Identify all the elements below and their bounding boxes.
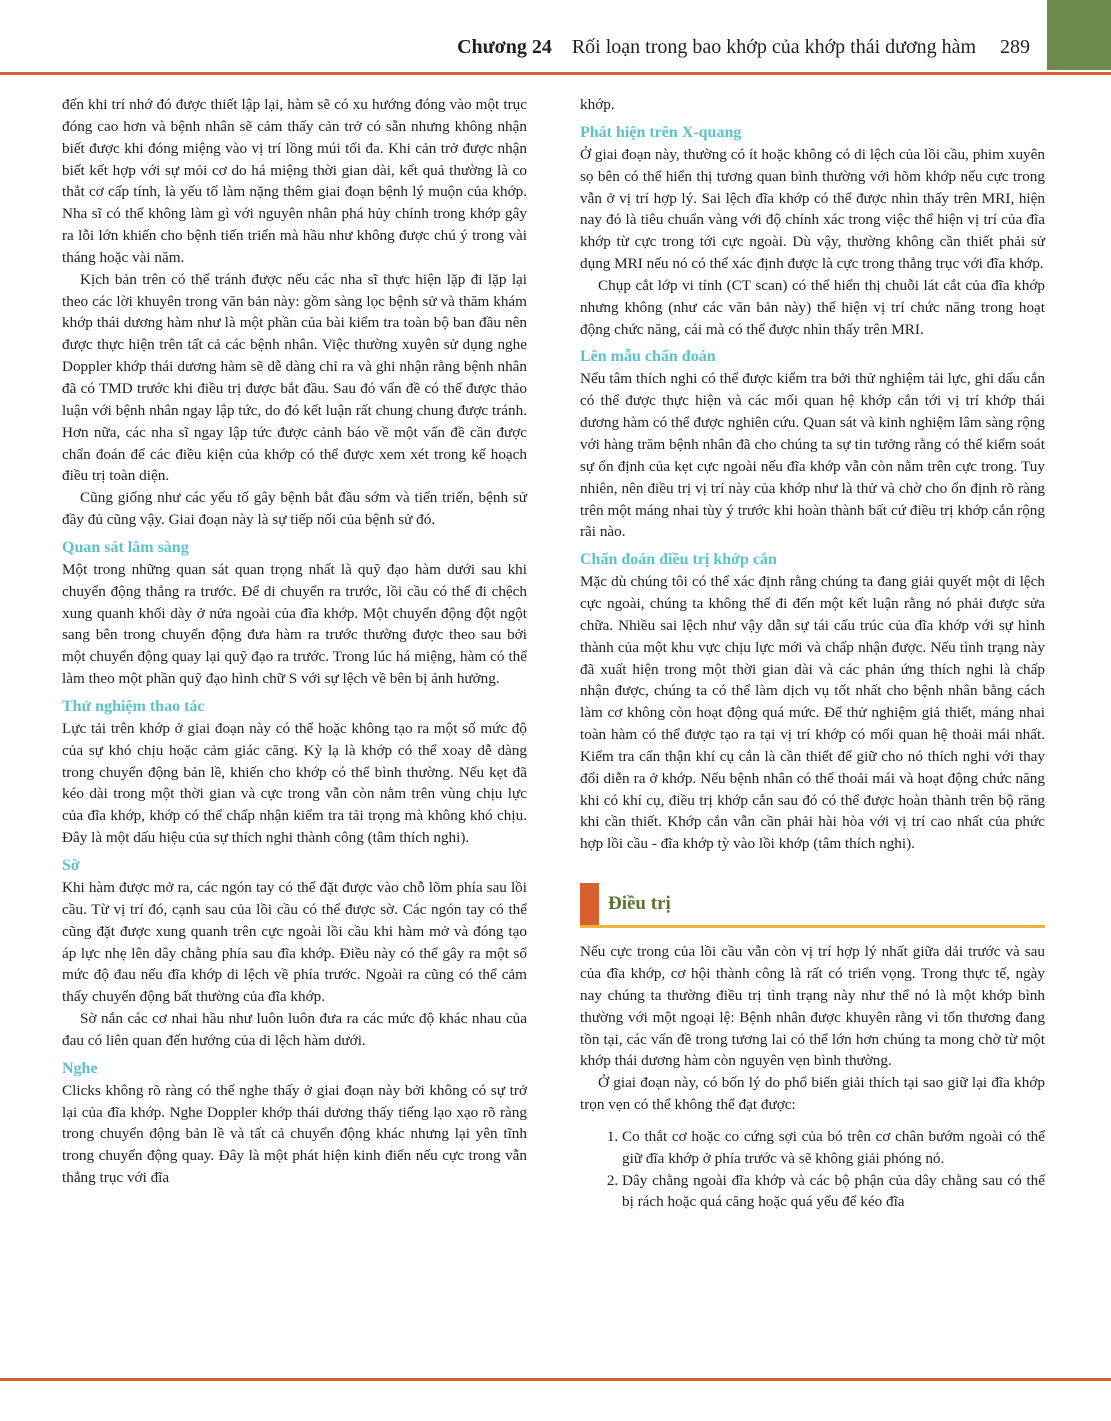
paragraph: Sờ nắn các cơ nhai hầu như luôn luôn đưa ra các mức độ khác nhau của đau có liên quan đến hướng của di lệch hàm dưới. <box>62 1010 527 1049</box>
paragraph: Cũng giống như các yếu tố gây bệnh bắt đầu sớm và tiến triển, bệnh sử đầy đủ cũng vậy. Giai đoạn này là sự tiếp nối của bệnh sử đó. <box>62 489 527 529</box>
paragraph: khớp. <box>580 96 615 113</box>
paragraph: Chụp cắt lớp vi tính (CT scan) có thể hiển thị chuỗi lát cắt của đĩa khớp nhưng không (như các văn bản này) thể hiện vị trí chức năng trong hoạt động chức năng, cái mà có thể được nhìn thấy trên MRI. <box>580 276 1045 338</box>
paragraph: Kịch bản trên có thể tránh được nếu các nha sĩ thực hiện lặp đi lặp lại theo các lời khuyên trong văn bản này: gồm sàng lọc bệnh sử và thăm khám khớp thái dương hàm như là một phần của bài kiểm tra toàn bộ ban đầu nên được thực hiện trên tất cả các bệnh nhân. Việc thường xuyên sử dụng nghe Doppler khớp thái dương hàm sẽ dễ dàng chỉ ra và ghi nhận rằng bệnh nhân đã có TMD trước khi điều trị được bắt đầu. Sau đó vấn đề có thể được thảo luận với bệnh nhân ngay lập tức, do đó kết luận rất chung chung được tránh. Hơn nữa, các nha sĩ ngay lập tức được cảnh báo về một vấn đề cần được chẩn đoán để các điều kiện của khớp có thể được xem xét trong kế hoạch điều trị toàn diện. <box>62 270 527 485</box>
subheading-xray-findings: Phát hiện trên X-quang <box>580 123 742 141</box>
subheading-diagnostic-model: Lên mẫu chẩn đoán <box>580 348 716 366</box>
paragraph: Lực tải trên khớp ở giai đoạn này có thể hoặc không tạo ra một số mức độ của sự khó chịu hoặc cảm giác căng. Kỳ lạ là khớp có thể xoay dễ dàng trong chuyển động bản lề, khiến cho khớp có thể bình thường. Nếu kẹt đã kéo dài trong một thời gian và cực trong vẫn còn nằm trên vùng chịu lực của đĩa khớp, khớp có thể chấp nhận kiểm tra tải trọng mà không khó chịu. Đây là một dấu hiệu của sự thích nghi thành công (tâm thích nghi). <box>62 719 527 847</box>
subheading-auscultation: Nghe <box>62 1059 98 1077</box>
right-column <box>580 94 1045 1213</box>
paragraph: Một trong những quan sát quan trọng nhất là quỹ đạo hàm dưới sau khi chuyển động thẳng ra trước. Để di chuyển ra trước, lồi cầu có thể đi chệch xung quanh khối dày ở nửa ngoài của đĩa khớp. Một chuyển động đột ngột sang bên trong chuyển động đưa hàm ra trước thường được theo sau bởi một chuyển động quay lại quỹ đạo ra trước. Trong lúc há miệng, hàm có thể làm theo một phần quỹ đạo hình chữ S với sự lệch về bên bị ảnh hưởng. <box>62 560 527 688</box>
page-number: 289 <box>1000 36 1030 58</box>
chapter-label: Chương 24 <box>457 36 552 58</box>
paragraph: Ở giai đoạn này, có bốn lý do phổ biến giải thích tại sao giữ lại đĩa khớp trọn vẹn có thể không thể đạt được: <box>580 1074 1045 1114</box>
section-underline <box>580 925 1045 928</box>
reasons-list <box>580 1126 1045 1213</box>
paragraph: Khi hàm được mở ra, các ngón tay có thể đặt được vào chỗ lõm phía sau lồi cầu. Từ vị trí đó, cạnh sau của lồi cầu có thể được sờ. Các ngón tay có thể cũng đặt được xung quanh trên cực ngoài lồi cầu khi hàm mở và đóng tạo áp lực nhẹ lên dây chằng phía sau đĩa khớp. Điều này có thể gây ra một số mức độ đau nếu đĩa khớp di lệch về phía trước. Ngoài ra cũng có thể cảm thấy chuyển động bất thường của đĩa khớp. <box>62 879 527 1006</box>
paragraph: đến khi trí nhớ đó được thiết lập lại, hàm sẽ có xu hướng đóng vào một trục đóng cao hơn và bệnh nhân sẽ cảm thấy cản trở có sẵn nhưng không nhận biết được khi đóng miệng vào vị trí lồng múi tối đa. Khi cản trở được nhận biết kết hợp với sự mỏi cơ do há miệng thời gian dài, kết quả thường là co thắt cơ cấp tính, là yếu tố làm nặng thêm giai đoạn bệnh lý muộn của khớp. Nha sĩ có thể không làm gì với nguyên nhân phá hủy chính trong khớp gây ra lỗi lớn khiến cho bệnh tiến triển mà hầu như không được chú ý trong vài tháng hoặc vài năm. <box>62 96 527 266</box>
paragraph: Ở giai đoạn này, thường có ít hoặc không có di lệch của lồi cầu, phim xuyên sọ bên có thể hiển thị tương quan bình thường với hõm khớp nếu cực trong vẫn ở vị trí hợp lý. Sai lệch đĩa khớp có thể được nhìn thấy trên MRI, hiện nay đó là tiêu chuẩn vàng với độ chính xác trong việc thể hiện vị trí của đĩa khớp từ cực trong tới cực ngoài. Dù vậy, thường không cần thiết phải sử dụng MRI nếu nó có thể xác định được là cực trong thẳng trục với đĩa khớp. <box>580 145 1045 273</box>
left-column <box>62 94 527 1189</box>
list-item: 2. Dây chằng ngoài đĩa khớp và các bộ phận của dây chằng sau có thể bị rách hoặc quá căng hoặc quá yếu để kéo đĩa <box>622 1170 1045 1214</box>
chapter-title: Rối loạn trong bao khớp của khớp thái dương hàm <box>571 36 976 58</box>
paragraph: Nếu tâm thích nghi có thể được kiểm tra bởi thử nghiệm tải lực, ghi dấu cắn có thể được thực hiện và các mối quan hệ khớp cắn tới vị trí khớp thái dương hàm có thể được nghiên cứu. Quan sát và kinh nghiệm lâm sàng rộng với hàng trăm bệnh nhân đã cho chúng ta sự tin tưởng rằng có thể kiểm soát sự ổn định của kẹt cực ngoài nếu đĩa khớp vẫn còn nằm trên cực trong. Tuy nhiên, nên điều trị vị trí này của khớp như là thử và chờ cho ổn định rõ ràng trên một máng nhai tùy ý trước khi hoàn thành bất cứ điều trị khớp cắn rộng rãi nào. <box>580 370 1045 541</box>
list-item: 1. Co thắt cơ hoặc co cứng sợi của bó trên cơ chân bướm ngoài có thể giữ đĩa khớp ở phía trước và sẽ không giải phóng nó. <box>622 1126 1045 1170</box>
footer-rule <box>0 1378 1111 1381</box>
subheading-occlusal-diagnosis: Chẩn đoán điều trị khớp cắn <box>580 551 777 569</box>
section-heading-treatment <box>580 883 1045 927</box>
running-header <box>0 36 1030 70</box>
paragraph: Nếu cực trong của lồi cầu vẫn còn vị trí hợp lý nhất giữa dải trước và sau của đĩa khớp, cơ hội thành công là rất có triển vọng. Trong thực tế, ngày nay chúng ta thường điều trị tình trạng này như thể nó là một khớp bình thường với một ngoại lệ: Bệnh nhân được khuyên rằng vì tổn thương đang tồn tại, các vấn đề trong tương lai có thể lớn hơn chúng ta mong chờ từ một khớp thái dương hàm còn nguyên vẹn bình thường. <box>580 943 1045 1070</box>
subheading-palpation: Sờ <box>62 857 80 874</box>
section-title: Điều trị <box>608 893 671 915</box>
section-marker-bar <box>580 883 599 927</box>
paragraph: Clicks không rõ ràng có thể nghe thấy ở giai đoạn này bởi không có sự trở lại của đĩa khớp. Nghe Doppler khớp thái dương thấy tiếng lạo xạo rõ ràng trong chuyển động bản lề và tất cả chuyển động khác nhưng lại yên tĩnh trong chuyển động quay. Đây là một phát hiện kinh điển nếu cực trong vẫn thẳng trục với đĩa <box>62 1081 527 1187</box>
subheading-clinical-observation: Quan sát lâm sàng <box>62 538 189 556</box>
chapter-color-tab <box>1047 0 1111 70</box>
subheading-manipulation-test: Thử nghiệm thao tác <box>62 697 205 715</box>
paragraph: Mặc dù chúng tôi có thể xác định rằng chúng ta đang giải quyết một di lệch cực ngoài, chúng ta không thể đi đến một kết luận rằng nó phải được sửa chữa. Nhiều sai lệch như vậy dẫn sự tái cấu trúc của đĩa khớp với sự hình thành của một khu vực chịu lực mới và chấp nhận được. Nếu tình trạng này đã xuất hiện trong một thời gian dài và các phản ứng thích nghi là chấp nhận được, chúng ta có thể làm dịch vụ tốt nhất cho bệnh nhân bằng cách làm cơ không còn hoạt động quá mức. Để thử nghiệm giả thiết, máng nhai toàn hàm có thể được tạo ra tại vị trí khớp có mối quan hệ thoải mái nhất. Kiểm tra cẩn thận khí cụ cắn là cần thiết để giữ cho nó thích nghi với thay đổi diễn ra ở khớp. Nếu bệnh nhân có thể thoải mái và hoạt động chức năng khi có khí cụ, điều trị khớp cắn sau đó có thể được hoàn thành trên bộ răng khi cần thiết. Khớp cắn vẫn cần phải hài hòa với vị trí cao nhất của phức hợp lồi cầu - đĩa khớp tỳ vào lồi khớp (tâm thích nghi). <box>580 573 1045 853</box>
header-rule <box>0 72 1111 75</box>
